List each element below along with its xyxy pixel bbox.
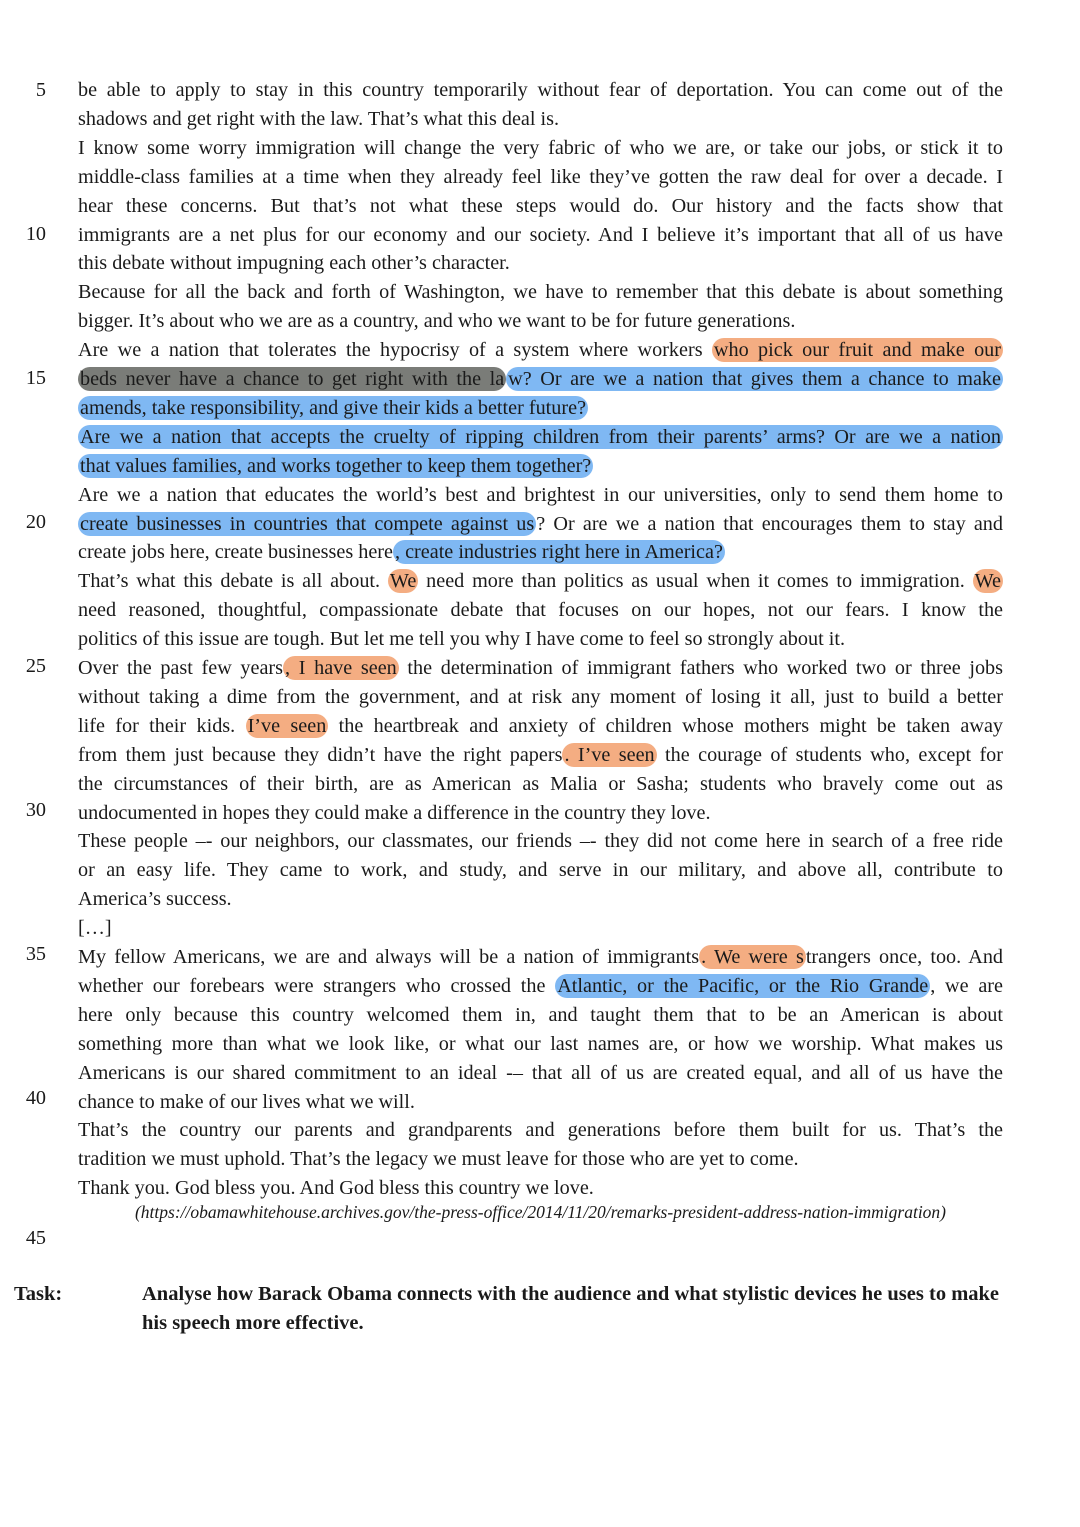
text-segment: or an easy life. They came to work, and study, and serve in our military, and above all, contribute to [78, 859, 1003, 882]
text-segment: this debate without impugning each other’s character. [78, 252, 510, 275]
text-line [78, 1059, 1003, 1088]
text-line [78, 221, 1003, 250]
text-line [78, 163, 1003, 192]
text-line [78, 307, 1003, 336]
text-line [78, 683, 1003, 712]
text-line [78, 1030, 1003, 1059]
text-line [78, 510, 1003, 539]
text-line [78, 741, 1003, 770]
line-number: 35 [25, 943, 46, 965]
text-segment: , we are [930, 974, 1003, 997]
text-line [78, 452, 1003, 481]
text-line [78, 192, 1003, 221]
text-segment: whether our forebears were strangers who crossed the [78, 974, 556, 997]
text-segment: life for their kids. [78, 714, 246, 737]
text-segment: tradition we must uphold. That’s the legacy we must leave for those who are yet to come. [78, 1148, 799, 1171]
text-segment: middle-class families at a time when they already feel like they’ve gotten the raw deal for over a decade. I [78, 165, 1003, 188]
text-segment: Americans is our shared commitment to an ideal -– that all of us are created equal, and all of us have the [78, 1061, 1003, 1084]
blue-highlight: Atlantic, or the Pacific, or the Rio Grande [557, 974, 929, 997]
text-segment: shadows and get right with the law. That’s what this deal is. [78, 107, 560, 130]
text-segment: Thank you. God bless you. And God bless this country we love. [78, 1177, 594, 1200]
line-number: 45 [25, 1227, 46, 1249]
text-line [78, 1145, 1003, 1174]
line-number: 10 [25, 223, 46, 245]
text-segment: create jobs here, create businesses here [78, 541, 393, 564]
text-segment: My fellow Americans, we are and always will be a nation of immigrants [78, 946, 700, 968]
text-segment: Over the past few years [78, 657, 284, 679]
blue-highlight: , create industries right here in America? [395, 541, 723, 564]
text-segment: trangers once, too. And [805, 946, 1004, 968]
text-line [78, 249, 1003, 278]
text-segment: undocumented in hopes they could make a difference in the country they love. [78, 801, 711, 824]
text-line [78, 1001, 1003, 1030]
text-segment: These people –- our neighbors, our classmates, our friends –- they did not come here in search of a free ride [78, 830, 1003, 853]
line-number: 20 [25, 511, 46, 533]
text-segment: That’s the country our parents and grandparents and generations before them built for us. That’s the [78, 1119, 1003, 1142]
text-segment: That’s what this debate is all about. [78, 570, 388, 593]
blue-highlight: Are we a nation that accepts the cruelty of ripping children from their parents’ arms? Or are we a nation [80, 425, 1001, 448]
line-number: 5 [35, 79, 46, 101]
text-segment: Are we a nation that tolerates the hypocrisy of a system where workers [78, 339, 712, 362]
text-line [78, 336, 1003, 365]
text-line [78, 943, 1003, 972]
text-segment: the heartbreak and anxiety of children whose mothers might be taken away [328, 714, 1003, 737]
text-line [78, 134, 1003, 163]
orange-highlight: . We were s [701, 946, 804, 968]
text-line [78, 885, 1003, 914]
text-segment: need more than politics as usual when it comes to immigration. [418, 570, 973, 593]
text-line [78, 394, 1003, 423]
dark-highlight: beds never have a chance to get right with the la [80, 368, 505, 390]
task-label: Task: [14, 1283, 63, 1305]
text-line [78, 365, 1003, 394]
text-line [78, 654, 1003, 683]
orange-highlight: who pick our fruit and make our [713, 339, 1001, 362]
text-segment: without taking a dime from the government, and at risk any moment of losing it all, just to build a better [78, 685, 1003, 708]
orange-highlight: We [389, 570, 417, 593]
text-segment: be able to apply to stay in this country temporarily without fear of deportation. You can come out of the [78, 79, 1003, 101]
orange-highlight: , I have seen [285, 657, 397, 679]
text-line [78, 712, 1003, 741]
line-number: 15 [25, 367, 46, 389]
text-line [78, 799, 1003, 828]
text-line [78, 567, 1003, 596]
blue-highlight: that values families, and works together to keep them together? [80, 454, 592, 477]
text-line [78, 972, 1003, 1001]
text-line [78, 827, 1003, 856]
text-line [78, 105, 1003, 134]
blue-highlight: create businesses in countries that compete against us [80, 512, 535, 535]
line-number: 30 [25, 799, 46, 821]
text-segment: Because for all the back and forth of Washington, we have to remember that this debate is about something [78, 281, 1003, 304]
text-line [78, 481, 1003, 510]
text-line [78, 538, 1003, 567]
text-segment: chance to make of our lives what we will. [78, 1090, 415, 1113]
text-segment: America’s success. [78, 888, 232, 911]
text-line [78, 278, 1003, 307]
text-line [78, 1116, 1003, 1145]
text-segment: the courage of students who, except for [656, 743, 1003, 766]
text-segment: I know some worry immigration will change the very fabric of who we are, or take our jobs, or stick it to [78, 136, 1003, 159]
text-line [78, 76, 1003, 105]
blue-highlight: amends, take responsibility, and give their kids a better future? [80, 396, 587, 419]
text-segment: hear these concerns. But that’s not what these steps would do. Our history and the facts show that [78, 194, 1003, 217]
text-segment: Are we a nation that educates the world’s best and brightest in our universities, only to send them home to [78, 483, 1003, 506]
orange-highlight: We [974, 570, 1002, 593]
text-segment: the determination of immigrant fathers who worked two or three jobs [398, 657, 1003, 679]
text-segment: politics of this issue are tough. But let me tell you why I have come to feel so strongly about it. [78, 628, 845, 651]
text-segment: here only because this country welcomed them in, and taught them that to be an American is about [78, 1003, 1003, 1026]
text-line [78, 625, 1003, 654]
text-line [78, 770, 1003, 799]
text-line [78, 856, 1003, 885]
task-section [14, 1280, 1018, 1338]
text-line [78, 423, 1003, 452]
text-line [78, 596, 1003, 625]
text-segment: immigrants are a net plus for our economy and our society. And I believe it’s important that all of us have [78, 223, 1003, 246]
text-segment: from them just because they didn’t have the right papers [78, 743, 563, 766]
blue-highlight: w? Or are we a nation that gives them a chance to make [508, 368, 1001, 390]
text-line [78, 1174, 1003, 1203]
text-line [78, 914, 1003, 943]
text-segment: […] [78, 917, 112, 940]
orange-highlight: . I’ve seen [564, 743, 655, 766]
text-segment: something more than what we look like, or what our last names are, or how we worship. What makes us [78, 1032, 1003, 1055]
text-segment: the circumstances of their birth, are as American as Malia or Sasha; students who bravely come out as [78, 772, 1003, 795]
text-segment: need reasoned, thoughtful, compassionate debate that focuses on our hopes, not our fears. I know the [78, 599, 1003, 622]
line-number: 25 [25, 655, 46, 677]
task-text: Analyse how Barack Obama connects with the audience and what stylistic devices he uses to make his speech more effective. [142, 1283, 1000, 1334]
line-number: 40 [25, 1087, 46, 1109]
text-line [78, 1088, 1003, 1117]
text-segment: bigger. It’s about who we are as a country, and who we want to be for future generations. [78, 310, 796, 333]
text-segment: ? Or are we a nation that encourages them to stay and [536, 512, 1003, 535]
source-citation: (https://obamawhitehouse.archives.gov/the-press-office/2014/11/20/remarks-president-address-nation-immigration) [134, 1202, 947, 1222]
orange-highlight: I’ve seen [247, 714, 327, 737]
